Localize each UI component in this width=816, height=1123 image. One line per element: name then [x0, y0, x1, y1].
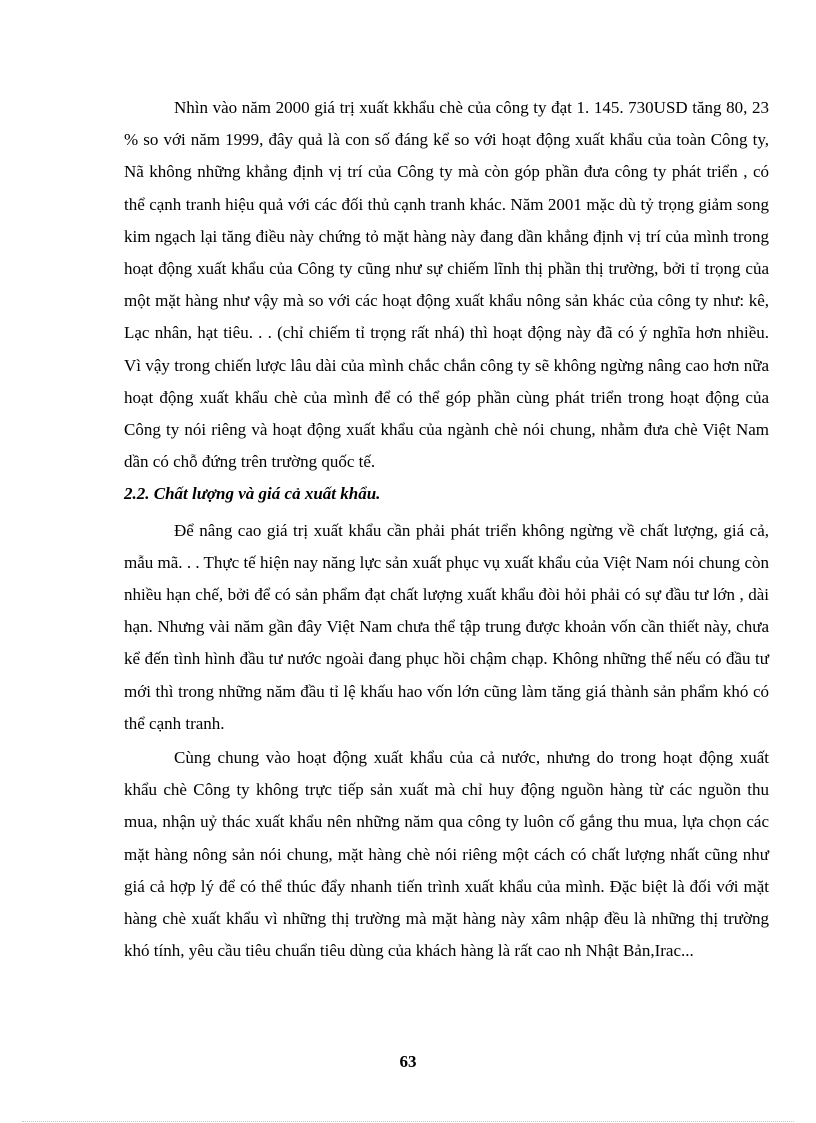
page-number: 63	[399, 1052, 417, 1071]
section-heading: 2.2. Chất lượng và giá cả xuất khẩu.	[124, 484, 381, 504]
paragraph-1: Nhìn vào năm 2000 giá trị xuất kkhẩu chè của công ty đạt 1. 145. 730USD tăng 80, 23 % so với năm 1999, đây quả là con số đáng kể so với hoạt động xuất khẩu của toàn Công ty, Nã không những khẳng định vị trí của Công ty mà còn góp phần đưa công ty phát triển , có thể cạnh tranh hiệu quả với các đối thủ cạnh tranh khác. Năm 2001 mặc dù tỷ trọng giảm song kim ngạch lại tăng điều này chứng tỏ mặt hàng này đang dần khẳng định vị trí của mình trong hoạt động xuất khẩu của Công ty cũng như sự chiếm lĩnh thị phần thị trường, bởi tỉ trọng của một mặt hàng như vậy mà so với các hoạt động xuất khẩu nông sản khác của công ty như: kê, Lạc nhân, hạt tiêu. . . (chỉ chiếm tỉ trọng rất nhá) thì hoạt động này đã có ý nghĩa hơn nhiều. Vì vậy trong chiến lược lâu dài của mình chắc chắn công ty sẽ không ngừng nâng cao hơn nữa hoạt động xuất khẩu chè của mình để có thể góp phần cùng phát triển trong hoạt động của Công ty nói riêng và hoạt động xuất khẩu của ngành chè nói chung, nhằm đưa chè Việt Nam dần có chỗ đứng trên trường quốc tế.	[124, 98, 769, 472]
paragraph-2: Để nâng cao giá trị xuất khẩu cần phải phát triển không ngừng về chất lượng, giá cả, mẫu mã. . . Thực tế hiện nay năng lực sản xuất phục vụ xuất khẩu của Việt Nam nói chung còn nhiều hạn chế, bởi để có sản phẩm đạt chất lượng xuất khẩu đòi hỏi phải có sự đầu tư lớn , dài hạn. Nhưng vài năm gần đây Việt Nam chưa thể tập trung được khoản vốn cần thiết này, chưa kể đến tình hình đầu tư nước ngoài đang phục hồi chậm chạp. Không những thế nếu có đầu tư mới thì trong những năm đầu tỉ lệ khấu hao vốn lớn cũng làm tăng giá thành sản phẩm khó có thể cạnh tranh.	[124, 520, 769, 733]
footer-divider	[22, 1121, 794, 1122]
document-body	[124, 92, 769, 967]
paragraph-3: Cùng chung vào hoạt động xuất khẩu của cả nước, nhưng do trong hoạt động xuất khẩu chè Công ty không trực tiếp sản xuất mà chỉ huy động nguồn hàng từ các nguồn thu mua, nhận uỷ thác xuất khẩu nên những năm qua công ty luôn cố gắng thu mua, lựa chọn các mặt hàng nông sản nói chung, mặt hàng chè nói riêng một cách có chất lượng nhất cũng như giá cả hợp lý để có thể thúc đẩy nhanh tiến trình xuất khẩu của mình. Đặc biệt là đối với mặt hàng chè xuất khẩu vì những thị trường mà mặt hàng này xâm nhập đều là những thị trường khó tính, yêu cầu tiêu chuẩn tiêu dùng của khách hàng là rất cao nh Nhật Bản,Irac...	[124, 748, 769, 961]
